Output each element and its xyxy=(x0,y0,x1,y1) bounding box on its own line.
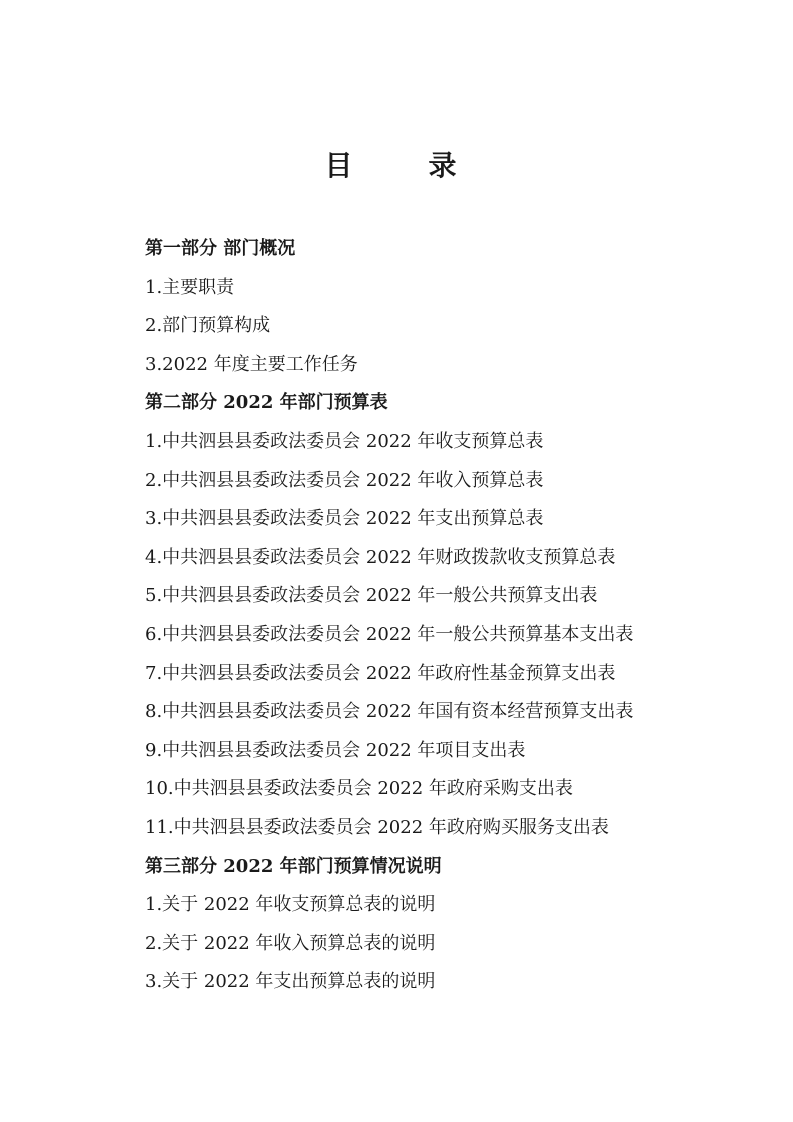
toc-item[interactable]: 1.主要职责 xyxy=(145,276,235,298)
toc-item[interactable]: 8.中共泗县县委政法委员会 2022 年国有资本经营预算支出表 xyxy=(145,701,634,723)
toc-item[interactable]: 6.中共泗县县委政法委员会 2022 年一般公共预算基本支出表 xyxy=(145,623,634,645)
toc-item[interactable]: 5.中共泗县县委政法委员会 2022 年一般公共预算支出表 xyxy=(145,585,598,607)
toc-item[interactable]: 1.中共泗县县委政法委员会 2022 年收支预算总表 xyxy=(145,430,544,452)
toc-section-heading[interactable]: 第一部分 部门概况 xyxy=(145,238,296,259)
toc-item[interactable]: 10.中共泗县县委政法委员会 2022 年政府采购支出表 xyxy=(145,778,573,800)
toc-item[interactable]: 2.关于 2022 年收入预算总表的说明 xyxy=(145,932,436,954)
toc-item[interactable]: 3.关于 2022 年支出预算总表的说明 xyxy=(145,971,436,993)
toc-section-heading[interactable]: 第三部分 2022 年部门预算情况说明 xyxy=(145,855,442,877)
toc-item[interactable]: 2.中共泗县县委政法委员会 2022 年收入预算总表 xyxy=(145,469,544,491)
page-title: 目 录 xyxy=(324,149,481,182)
toc-item[interactable]: 4.中共泗县县委政法委员会 2022 年财政拨款收支预算总表 xyxy=(145,546,616,568)
toc-item[interactable]: 9.中共泗县县委政法委员会 2022 年项目支出表 xyxy=(145,739,526,761)
table-of-contents xyxy=(145,230,745,1002)
toc-item[interactable]: 2.部门预算构成 xyxy=(145,315,271,337)
toc-item[interactable]: 1.关于 2022 年收支预算总表的说明 xyxy=(145,894,436,916)
toc-item[interactable]: 11.中共泗县县委政法委员会 2022 年政府购买服务支出表 xyxy=(145,816,609,838)
toc-item[interactable]: 7.中共泗县县委政法委员会 2022 年政府性基金预算支出表 xyxy=(145,662,616,684)
toc-item[interactable]: 3.中共泗县县委政法委员会 2022 年支出预算总表 xyxy=(145,508,544,530)
toc-section-heading[interactable]: 第二部分 2022 年部门预算表 xyxy=(145,392,388,414)
toc-item[interactable]: 3.2022 年度主要工作任务 xyxy=(145,353,358,375)
